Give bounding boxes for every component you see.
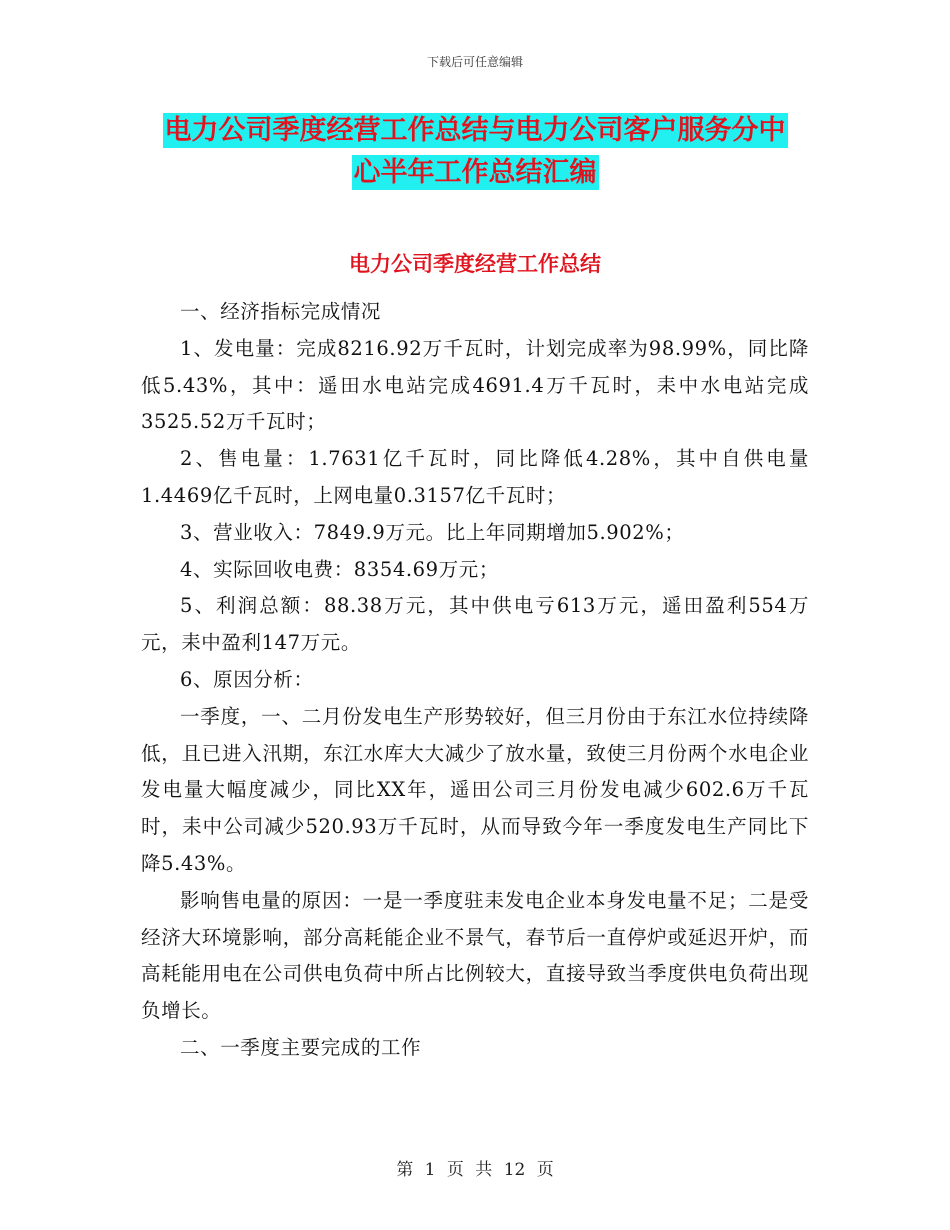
document-title <box>140 110 810 194</box>
paragraph-sales-factors: 影响售电量的原因：一是一季度驻耒发电企业本身发电量不足；二是受经济大环境影响，部分高耗能企业不景气，春节后一直停炉或延迟开炉，而高耗能用电在公司供电负荷中所占比例较大，直接导致当季度供电负荷出现负增长。 <box>141 888 809 1023</box>
heading-cause-analysis: 6、原因分析： <box>180 667 314 691</box>
paragraph-fee-recovery: 4、实际回收电费：8354.69万元； <box>180 557 499 581</box>
paragraph-revenue: 3、营业收入：7849.9万元。比上年同期增加5.902%； <box>180 520 685 544</box>
section-title: 电力公司季度经营工作总结 <box>349 252 601 276</box>
page-number-footer: 第 1 页 共 12 页 <box>396 1160 554 1180</box>
page-header-note: 下载后可任意编辑 <box>426 55 523 69</box>
heading-q1-work: 二、一季度主要完成的工作 <box>180 1035 422 1059</box>
document-body <box>141 294 809 1067</box>
paragraph-power-generation: 1、发电量：完成8216.92万千瓦时，计划完成率为98.99%，同比降低5.43%，其中：遥田水电站完成4691.4万千瓦时，耒中水电站完成3525.52万千瓦时； <box>141 336 809 434</box>
heading-economic-indicators: 一、经济指标完成情况 <box>180 300 382 323</box>
document-title-line-2 <box>140 152 810 194</box>
paragraph-profit: 5、利润总额：88.38万元，其中供电亏613万元，遥田盈利554万元，耒中盈利147万元。 <box>141 594 809 655</box>
paragraph-power-sales: 2、售电量：1.7631亿千瓦时，同比降低4.28%，其中自供电量1.4469亿千瓦时，上网电量0.3157亿千瓦时； <box>141 447 809 507</box>
title-highlight-2: 心半年工作总结汇编 <box>353 157 597 188</box>
title-highlight-1: 电力公司季度经营工作总结与电力公司客户服务分中 <box>164 115 786 146</box>
paragraph-q1-analysis: 一季度，一、二月份发电生产形势较好，但三月份由于东江水位持续降低，且已进入汛期，东江水库大大减少了放水量，致使三月份两个水电企业发电量大幅度减少，同比XX年，遥田公司三月份发电减少602.6万千瓦时，耒中公司减少520.93万千瓦时，从而导致今年一季度发电生产同比下降5.43%。 <box>141 704 809 875</box>
document-title-line-1 <box>140 110 810 152</box>
